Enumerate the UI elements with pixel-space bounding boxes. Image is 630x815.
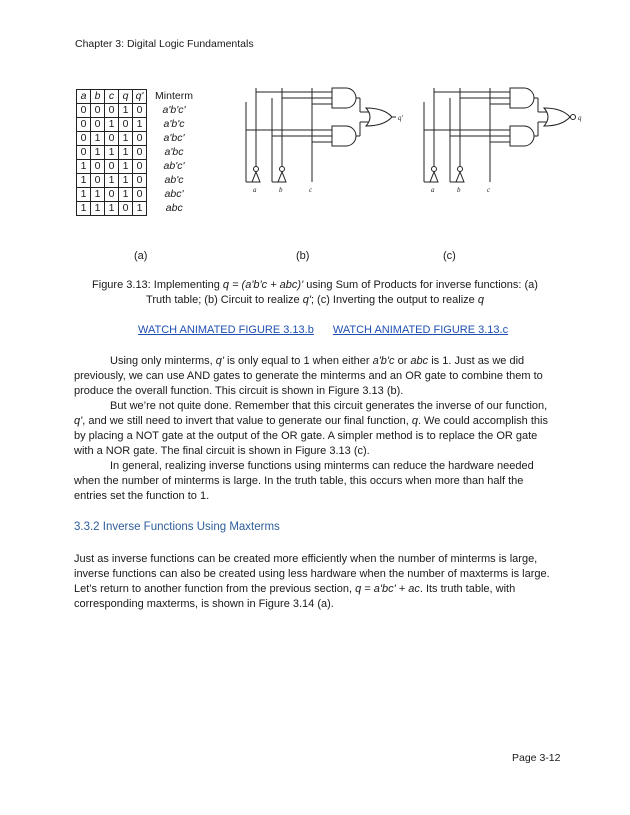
truth-table-header-row (77, 90, 202, 104)
circuit-c-input-b: b (457, 186, 461, 194)
section-heading: 3.3.2 Inverse Functions Using Maxterms (74, 521, 280, 533)
caption-mid: using Sum of Products for inverse functions: (a) Truth table; (b) Circuit to realize (146, 279, 538, 306)
panel-label-a: (a) (134, 250, 148, 262)
p4-text-2: . Its truth table, with corresponding maxterms, is shown in Figure 3.14 (a). (74, 583, 516, 610)
paragraph-3: In general, realizing inverse functions using minterms can reduce the hardware needed when the number of minterms is large. In the truth table, this occurs when more than half the entries set the function to 1. (74, 460, 534, 502)
caption-prefix: Figure 3.13: Implementing (92, 279, 223, 291)
table-cell: 0 (133, 174, 147, 188)
watch-figure-3-13-b-link[interactable]: WATCH ANIMATED FIGURE 3.13.b (138, 324, 314, 336)
table-cell: 1 (77, 160, 91, 174)
table-cell: 0 (119, 202, 133, 216)
watch-figure-3-13-c-link[interactable]: WATCH ANIMATED FIGURE 3.13.c (332, 324, 509, 336)
table-cell: 1 (119, 174, 133, 188)
table-cell: 0 (133, 104, 147, 118)
caption-mid2: ; (c) Inverting the output to realize (310, 294, 478, 306)
p2-q: q (411, 415, 418, 427)
table-cell: 0 (77, 146, 91, 160)
minterm-cell: abc' (164, 188, 184, 200)
table-row (77, 146, 202, 160)
p1-minterm-2: abc (410, 355, 429, 367)
circuit-b-diagram (236, 82, 406, 200)
p4-equation: q = a'bc' + ac (355, 583, 420, 595)
table-cell: 1 (91, 188, 105, 202)
table-cell: 0 (105, 104, 119, 118)
table-row (77, 160, 202, 174)
table-cell: 1 (91, 146, 105, 160)
minterm-cell: a'b'c' (162, 104, 186, 116)
table-cell: 1 (77, 188, 91, 202)
p1-text-3: is 1. Just as we did previously, we can use AND gates to generate the minterms and an OR gate to combine them to produce the overall function. This circuit is shown in Figure 3.13 (b). (74, 355, 543, 397)
table-cell: 0 (91, 104, 105, 118)
p4-text: Just as inverse functions can be created more efficiently when the number of minterms is large, inverse functions can also be created using less hardware when the number of maxterms is large. Let’s return to another function from the previous section, (74, 553, 550, 595)
p2-text-3: . We could accomplish this by placing a NOT gate at the output of the OR gate. A simpler method is to replace the OR gate with a NOR gate. The final circuit is shown in Figure 3.13 (c). (74, 415, 548, 457)
col-header-c: c (105, 90, 119, 104)
table-row (77, 188, 202, 202)
p1-minterm-1: a'b'c (372, 355, 395, 367)
table-cell: 1 (105, 174, 119, 188)
animation-links (138, 324, 524, 336)
table-cell: 1 (133, 202, 147, 216)
p1-qprime: q' (215, 355, 224, 367)
circuit-c-output: q (578, 114, 582, 122)
table-cell: 0 (105, 132, 119, 146)
table-cell: 0 (105, 160, 119, 174)
p1-or: or (394, 355, 411, 367)
p2-qprime: q' (74, 415, 83, 427)
table-cell: 0 (77, 104, 91, 118)
minterm-cell: a'b'c (163, 118, 185, 130)
table-cell: 1 (119, 188, 133, 202)
minterm-cell: ab'c' (163, 160, 185, 172)
minterm-cell: a'bc' (163, 132, 185, 144)
table-cell: 1 (105, 202, 119, 216)
caption-q: q (477, 294, 484, 306)
col-header-q: q (119, 90, 133, 104)
circuit-b-input-b: b (279, 186, 283, 194)
table-row (77, 104, 202, 118)
table-cell: 1 (119, 132, 133, 146)
minterm-cell: a'bc (164, 146, 184, 158)
table-cell: 1 (77, 202, 91, 216)
table-cell: 1 (77, 174, 91, 188)
circuit-c-input-a: a (431, 186, 435, 194)
table-cell: 1 (91, 132, 105, 146)
table-cell: 0 (77, 132, 91, 146)
table-cell: 0 (133, 188, 147, 202)
figure-caption (84, 278, 546, 308)
panel-label-b: (b) (296, 250, 310, 262)
table-row (77, 118, 202, 132)
table-cell: 0 (133, 132, 147, 146)
col-header-qprime: q' (133, 90, 147, 104)
table-cell: 1 (91, 202, 105, 216)
col-header-minterm: Minterm (155, 90, 193, 102)
paragraph-1 (74, 354, 556, 399)
caption-equation: q = (a'b'c + abc)' (222, 279, 304, 291)
panel-label-c: (c) (443, 250, 456, 262)
table-cell: 1 (119, 146, 133, 160)
minterm-cell: abc (165, 202, 183, 214)
circuit-b-input-a: a (253, 186, 257, 194)
table-row (77, 202, 202, 216)
table-cell: 0 (91, 118, 105, 132)
col-header-a: a (77, 90, 91, 104)
table-cell: 0 (91, 160, 105, 174)
table-cell: 1 (105, 118, 119, 132)
table-cell: 0 (105, 188, 119, 202)
paragraph-2 (74, 399, 556, 459)
minterm-cell: ab'c (164, 174, 184, 186)
paragraph-4 (74, 552, 556, 612)
running-header: Chapter 3: Digital Logic Fundamentals (75, 38, 254, 50)
truth-table (76, 89, 202, 216)
circuit-b-input-c: c (309, 186, 313, 194)
table-cell: 0 (133, 146, 147, 160)
col-header-b: b (91, 90, 105, 104)
p2-text: But we’re not quite done. Remember that this circuit generates the inverse of our function, (110, 400, 548, 412)
body-text-section (74, 552, 556, 612)
table-cell: 0 (77, 118, 91, 132)
p1-text-2: is only equal to 1 when either (223, 355, 373, 367)
body-text-main (74, 354, 556, 504)
table-cell: 0 (119, 118, 133, 132)
p2-text-2: , and we still need to invert that value to generate our final function, (82, 415, 412, 427)
table-cell: 1 (119, 104, 133, 118)
table-row (77, 174, 202, 188)
circuit-b-output: q' (398, 114, 403, 122)
table-cell: 1 (133, 118, 147, 132)
table-cell: 0 (91, 174, 105, 188)
caption-qprime: q' (302, 294, 311, 306)
table-row (77, 132, 202, 146)
p1-text: Using only minterms, (110, 355, 216, 367)
table-cell: 0 (133, 160, 147, 174)
circuit-c-diagram (414, 82, 584, 200)
circuit-c-input-c: c (487, 186, 491, 194)
table-cell: 1 (119, 160, 133, 174)
table-cell: 1 (105, 146, 119, 160)
page-number: Page 3-12 (512, 752, 561, 764)
